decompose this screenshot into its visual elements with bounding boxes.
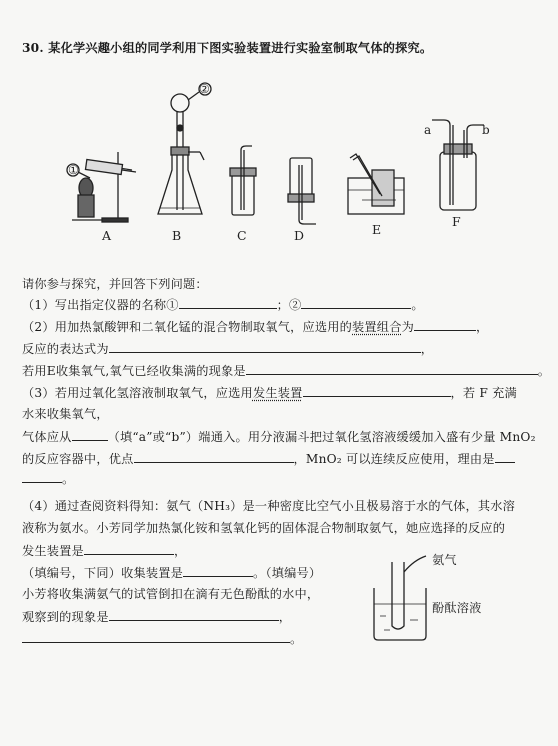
- label-a: A: [102, 228, 112, 243]
- apparatus-b: [158, 83, 211, 214]
- q2-line1: [22, 318, 488, 335]
- apparatus-f: [432, 120, 484, 210]
- label-f: F: [452, 214, 461, 229]
- q3-line2: 水来收集氧气，: [22, 407, 109, 421]
- q2-blank-1[interactable]: [414, 318, 476, 331]
- q4-blank-3[interactable]: [109, 608, 279, 621]
- q3-line1-a: （3）若用过氧化氢溶液制取氧气，应选用: [22, 386, 253, 400]
- q4-line6-end: ，: [278, 610, 292, 624]
- ammonia-label: 氨气: [432, 553, 457, 567]
- q2-blank-3[interactable]: [246, 362, 538, 375]
- q1-blank-1[interactable]: [179, 296, 277, 309]
- q4-blank-1[interactable]: [84, 542, 174, 555]
- label-e: E: [372, 222, 382, 237]
- q4-line5: 小芳将收集满氨气的试管倒扣在滴有无色酚酞的水中，: [22, 587, 320, 601]
- q4-line3-text: 发生装置是: [22, 544, 84, 558]
- q3-blank-2[interactable]: [72, 428, 108, 441]
- q2-line3: [22, 362, 550, 379]
- q3-blank-5[interactable]: [22, 470, 62, 483]
- q4-line7-end: 。: [290, 632, 303, 646]
- q3-blank-1[interactable]: [303, 384, 451, 397]
- q3-line3-b: （填“a”或“b”）端通入。用分液漏斗把过氧化氢溶液缓缓加入盛有少量 MnO₂: [107, 430, 536, 444]
- q4-line3: [22, 542, 186, 559]
- q2-blank-2[interactable]: [109, 340, 421, 353]
- q2-line1-b: 为: [401, 320, 414, 334]
- q1-blank-2[interactable]: [301, 296, 411, 309]
- q3-line4-a: 的反应容器中，优点: [22, 452, 134, 466]
- q2-line3-text: 若用E收集氧气,氧气已经收集满的现象是: [22, 364, 246, 378]
- apparatus-e: [348, 154, 404, 214]
- q4-blank-4[interactable]: [22, 630, 290, 643]
- q2-line2-end: ，: [420, 342, 434, 356]
- q4-blank-2[interactable]: [183, 564, 253, 577]
- q2-line2: [22, 340, 433, 357]
- q3-line1: [22, 384, 517, 401]
- question-title: 30. 某化学兴趣小组的同学利用下图实验装置进行实验室制取气体的探究。: [22, 41, 433, 55]
- intro-text: 请你参与探究，并回答下列问题：: [22, 277, 208, 291]
- q1-sep: ；②: [276, 298, 302, 312]
- q3-line5-end: 。: [62, 472, 75, 486]
- q3-line3-a: 气体应从: [22, 430, 72, 444]
- q3-line3: [22, 428, 536, 445]
- q1-prefix: （1）写出指定仪器的名称①: [22, 298, 179, 312]
- q1-line: [22, 296, 424, 313]
- label-c: C: [237, 228, 247, 243]
- ammonia-beaker: [374, 556, 426, 640]
- phenolphthalein-label: 酚酞溶液: [432, 601, 482, 615]
- marker-one: ①: [68, 163, 79, 177]
- q3-blank-3[interactable]: [134, 450, 294, 463]
- label-d: D: [294, 228, 305, 243]
- q1-end: 。: [411, 298, 424, 312]
- q4-line4-b: 。（填编号）: [253, 566, 322, 580]
- q4-line7: [22, 630, 302, 647]
- q4-line1: （4）通过查阅资料得知：氨气（NH₃）是一种密度比空气小且极易溶于水的气体，其水溶: [22, 499, 516, 513]
- q2-line1-end: ，: [475, 320, 489, 334]
- port-b: b: [482, 123, 490, 137]
- q2-line2-text: 反应的表达式为: [22, 342, 109, 356]
- q2-line3-end: 。: [537, 364, 551, 378]
- port-a: a: [424, 123, 432, 137]
- q4-line4-a: （填编号，下同）收集装置是: [22, 566, 184, 580]
- q2-line1-dots: 装置组合: [352, 320, 402, 334]
- q4-line6-text: 观察到的现象是: [22, 610, 109, 624]
- q4-line6: [22, 608, 291, 625]
- q4-line2: 液称为氨水。小芳同学加热氯化铵和氢氧化钙的固体混合物制取氨气，她应选择的反应的: [22, 521, 506, 535]
- q3-line4: [22, 450, 515, 467]
- q3-line1-dots: 发生装置: [252, 386, 303, 400]
- q2-line1-a: （2）用加热氯酸钾和二氧化锰的混合物制取氧气，应选用的: [22, 320, 353, 334]
- q3-line5: [22, 470, 74, 487]
- label-b: B: [172, 228, 182, 243]
- apparatus-d: [288, 158, 316, 224]
- q4-line4: [22, 564, 321, 581]
- q3-line4-b: ，MnO₂ 可以连续反应使用，理由是: [293, 452, 495, 466]
- q3-blank-4[interactable]: [495, 450, 515, 463]
- q4-line3-end: ，: [173, 544, 187, 558]
- marker-two: ②: [199, 82, 210, 96]
- apparatus-c: [230, 146, 256, 215]
- q3-line1-b: ，若 F 充满: [450, 386, 517, 400]
